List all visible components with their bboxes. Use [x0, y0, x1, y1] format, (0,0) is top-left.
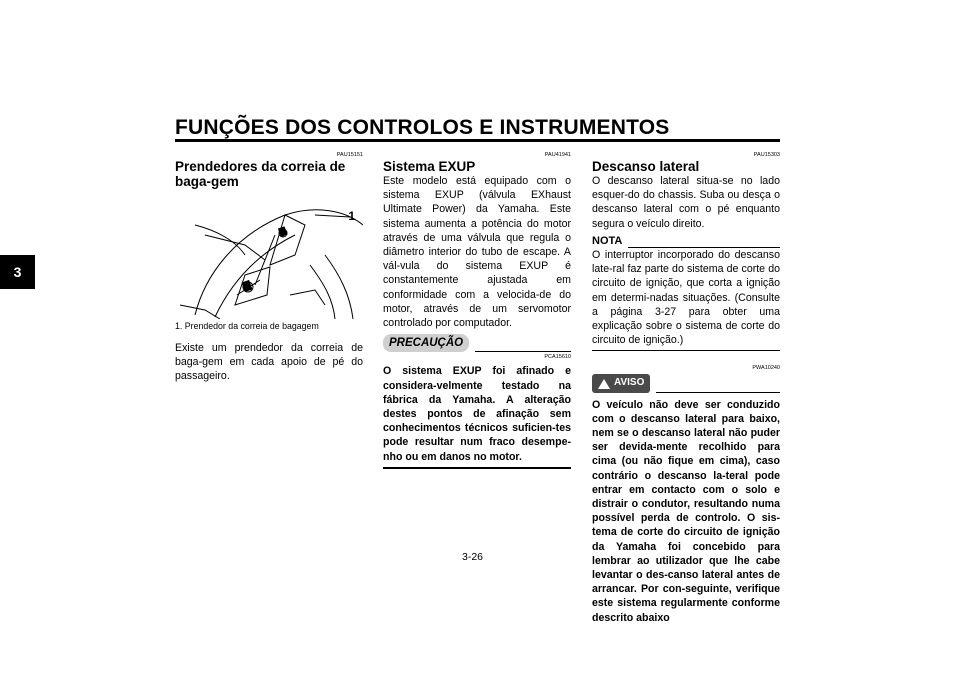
page-number: 3-26: [462, 551, 484, 563]
column-baggage-strap: [175, 152, 363, 384]
caution-text: O sistema EXUP foi afinado e considera-velmente testado na fábrica da Yamaha. A alteração destes pontos de afinação sem conhecimentos técnicos suficien-tes pode resultar num fraco desempe-nho ou em danos no motor.: [383, 365, 571, 463]
section-heading: Descanso lateral: [592, 159, 700, 174]
note-text: O interruptor incorporado do descanso late-ral faz parte do sistema de corte do circuito de ignição, que corta a ignição em determi-nadas situações. (Consulte a página 3-27 para obter uma explicação sobre o sistema de corte do circuito de ignição.): [592, 249, 780, 347]
caution-label: PRECAUÇÃO: [383, 334, 469, 352]
warning-label: AVISO: [614, 377, 645, 389]
section-body: Existe um prendedor da correia de baga-gem em cada apoio de pé do passageiro.: [175, 342, 363, 383]
warning-triangle-icon: [598, 379, 610, 389]
caution-code: PCA15610: [544, 354, 571, 361]
column-sidestand: [592, 152, 780, 625]
note-rule: [628, 237, 780, 248]
caution-end-rule: [383, 467, 571, 469]
note-label: NOTA: [592, 234, 623, 247]
warning-header: [592, 374, 780, 392]
section-code: PAU15151: [336, 152, 363, 158]
footrest-illustration: [175, 195, 363, 319]
chapter-tab: 3: [0, 255, 35, 289]
section-body: O descanso lateral situa-se no lado esquer-do do chassis. Suba ou desça o descanso lateral com o pé enquanto segura o veículo direito.: [592, 175, 780, 230]
caution-header: [383, 334, 571, 352]
caution-rule: [475, 341, 571, 352]
warning-text: O veículo não deve ser conduzido com o descanso lateral para baixo, nem se o descanso lateral não puder ser devida-mente recolhido para cima (ou não fique em cima), caso contrário o descanso la-teral pode entrar em contacto com o solo e distrair o condutor, resultando numa possível perda de controlo. O sis-tema de corte do circuito de ignição da Yamaha foi concebido para lembrar ao utilizador que lhe cabe levantar o des-canso lateral antes de arrancar. Por con-seguinte, verifique este sistema regularmente conforme descrito abaixo: [592, 398, 780, 624]
section-code: PAU41941: [544, 152, 571, 158]
section-heading: Sistema EXUP: [383, 159, 476, 174]
header-rule: [175, 139, 780, 142]
warning-rule: [656, 382, 780, 393]
baggage-strap-figure: [175, 195, 363, 319]
warning-code: PWA10240: [752, 365, 780, 372]
note-end-rule: [592, 350, 780, 351]
note-header: [592, 234, 780, 248]
section-code: PAU15303: [753, 152, 780, 158]
warning-badge: [592, 374, 650, 392]
figure-caption: 1. Prendedor da correia de bagagem: [175, 321, 319, 331]
section-body: Este modelo está equipado com o sistema EXUP (válvula EXhaust Ultimate Power) da Yamaha. Este sistema aumenta a potência do motor através de uma válvula que regula o diâmetro interior do tubo de escape. A vál-vula do sistema EXUP é constantemente ajustada em conformidade com a velocida-de do motor, através de um servomotor controlado por computador.: [383, 175, 571, 330]
column-exup: [383, 152, 571, 469]
section-heading: Prendedores da correia de baga-gem: [175, 159, 346, 189]
figure-callout-number: 1: [348, 209, 355, 223]
page-header-title: FUNÇÕES DOS CONTROLOS E INSTRUMENTOS: [175, 116, 670, 139]
